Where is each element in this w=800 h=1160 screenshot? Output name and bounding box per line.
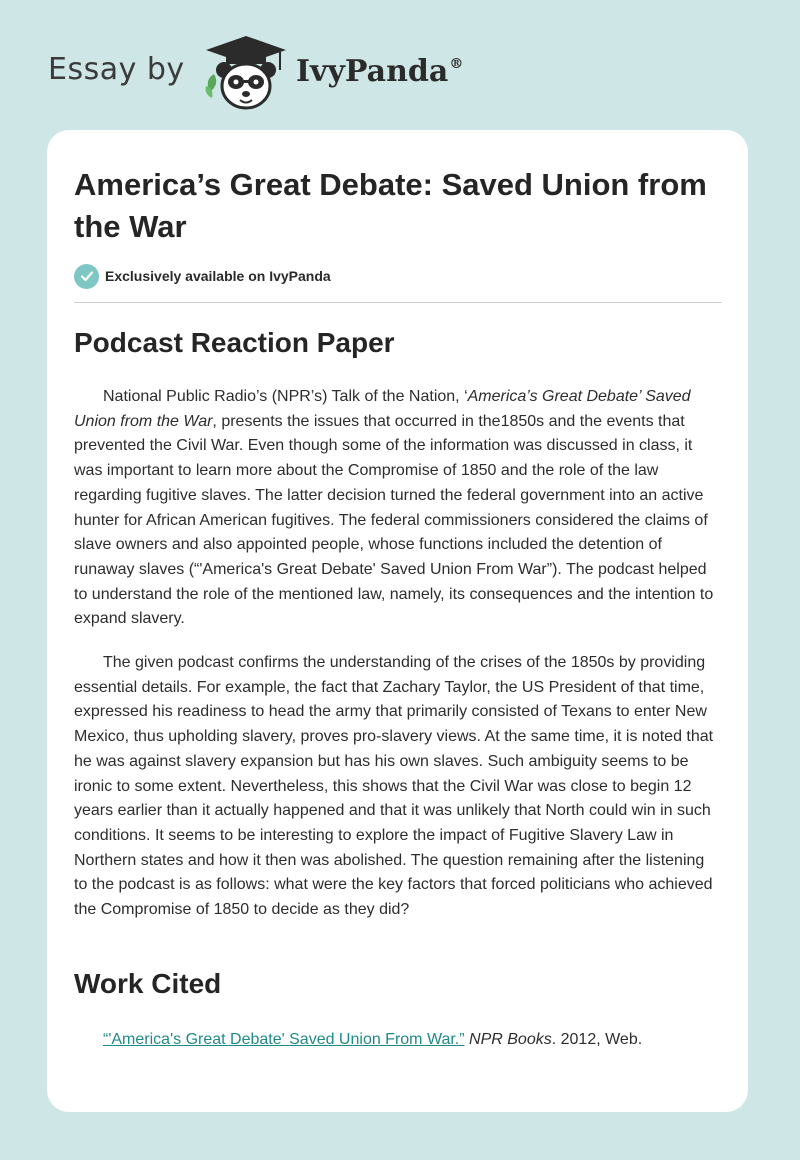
exclusive-label: Exclusively available on IvyPanda	[105, 268, 331, 284]
registered-mark: ®	[449, 56, 464, 72]
paragraph-1-intro: National Public Radio’s (NPR’s) Talk of the Nation, ‘	[103, 388, 468, 405]
check-icon	[74, 264, 99, 289]
citation	[103, 1028, 642, 1052]
brand-text: IvyPanda	[296, 54, 449, 89]
site-header	[0, 0, 800, 120]
citation-source: NPR Books	[469, 1031, 552, 1048]
section-heading-work-cited: Work Cited	[74, 968, 222, 999]
divider	[74, 302, 722, 303]
paragraph-2: The given podcast confirms the understanding of the crises of the 1850s by providing essential details. For example, the fact that Zachary Taylor, the US President of that time, expressed his readiness to head the army that primarily consisted of Texans to enter New Mexico, thus upholding slavery, proves pro-slavery views. At the same time, it is noted that he was against slavery expansion but has his own slaves. Such ambiguity seems to be ironic to some extent. Nevertheless, this shows that the Civil War was close to begin 12 years earlier than it actually happened and that it was unlikely that North could win in such conditions. It seems to be interesting to explore the impact of Fugitive Slavery Law in Northern states and how it then was abolished. The question remaining after the listening to the podcast is as follows: what were the key factors that forced politicians who achieved the Compromise of 1850 to decide as they did?	[74, 654, 714, 919]
paragraph-1	[74, 385, 722, 632]
paragraph-1-body: , presents the issues that occurred in the1850s and the events that prevented the Civil War. Even though some of the information was discussed in class, it was important to learn more about the Compromise of 1850 and the role of the law regarding fugitive slaves. The latter decision turned the federal government into an active hunter for African American fugitives. The federal commissioners considered the claims of slave owners and also appointed people, whose functions included the detention of runaway slaves (“'America's Great Debate' Saved Union From War”). The podcast helped to understand the role of the mentioned law, namely, its consequences and the intention to expand slavery.	[74, 412, 714, 628]
brand-name	[296, 54, 463, 89]
citation-link[interactable]: “'America's Great Debate' Saved Union From War.”	[103, 1031, 465, 1048]
section-heading-podcast: Podcast Reaction Paper	[74, 327, 395, 358]
citation-details: . 2012, Web.	[551, 1031, 643, 1048]
exclusive-badge	[74, 262, 331, 290]
paragraph-1-italic-title: America’s Great Debate’ Saved Union from the War	[74, 388, 691, 430]
page-title: America’s Great Debate: Saved Union from the War	[74, 167, 707, 244]
panda-logo-icon[interactable]	[200, 32, 292, 112]
essay-card	[47, 130, 748, 1112]
essay-by-label: Essay by	[48, 52, 185, 87]
